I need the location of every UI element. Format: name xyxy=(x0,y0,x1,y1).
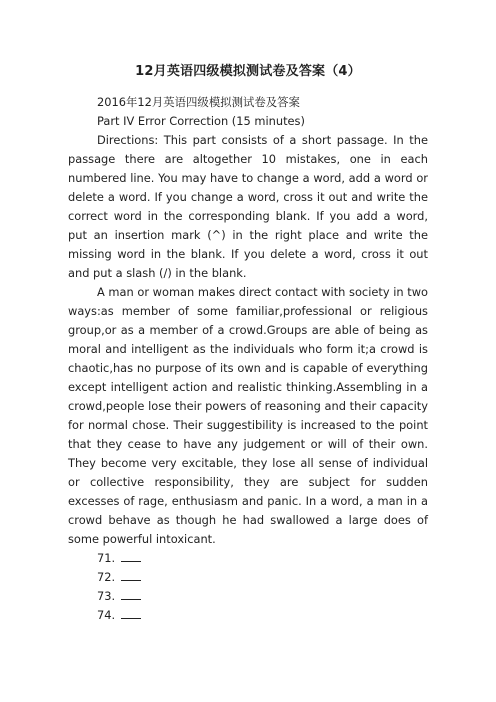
answer-blank-label: 73. xyxy=(97,589,116,603)
answer-blank-label: 74. xyxy=(97,608,116,622)
answer-blank-71 xyxy=(68,549,428,568)
section-heading: Part IV Error Correction (15 minutes) xyxy=(97,114,305,128)
answer-blank-72 xyxy=(68,568,428,587)
answer-blank-line xyxy=(121,589,141,600)
answer-blank-74 xyxy=(68,606,428,625)
answer-blank-line xyxy=(121,570,141,581)
answer-blank-73 xyxy=(68,587,428,606)
directions-paragraph: Directions: This part consists of a short passage. In the passage there are altogether 10 mistakes, one in each numbered line. You may have to change a word, add a word or delete a word. If you change a word, cross it out and write the correct word in the corresponding blank. If you add a word, put an insertion mark (^) in the right place and write the missing word in the blank. If you delete a word, cross it out and put a slash (/) in the blank. xyxy=(68,133,428,280)
document-subtitle: 2016年12月英语四级模拟测试卷及答案 xyxy=(97,95,300,109)
answer-blank-label: 72. xyxy=(97,570,116,584)
answer-blank-line xyxy=(121,551,141,562)
passage-paragraph: A man or woman makes direct contact with society in two ways:as member of some familiar,professional or religious group,or as a member of a crowd.Groups are able of being as moral and intelligent as the individuals who form it;a crowd is chaotic,has no purpose of its own and is capable of everything except intelligent action and realistic thinking.Assembling in a crowd,people lose their powers of reasoning and their capacity for normal chose. Their suggestibility is increased to the point that they cease to have any judgement or will of their own. They become very excitable, they lose all sense of individual or collective responsibility, they are subject for sudden excesses of rage, enthusiasm and panic. In a word, a man in a crowd behave as though he had swallowed a large does of some powerful intoxicant. xyxy=(68,285,428,546)
answer-blank-line xyxy=(121,608,141,619)
answer-blank-label: 71. xyxy=(97,551,116,565)
document-title: 12月英语四级模拟测试卷及答案（4） xyxy=(135,64,361,79)
